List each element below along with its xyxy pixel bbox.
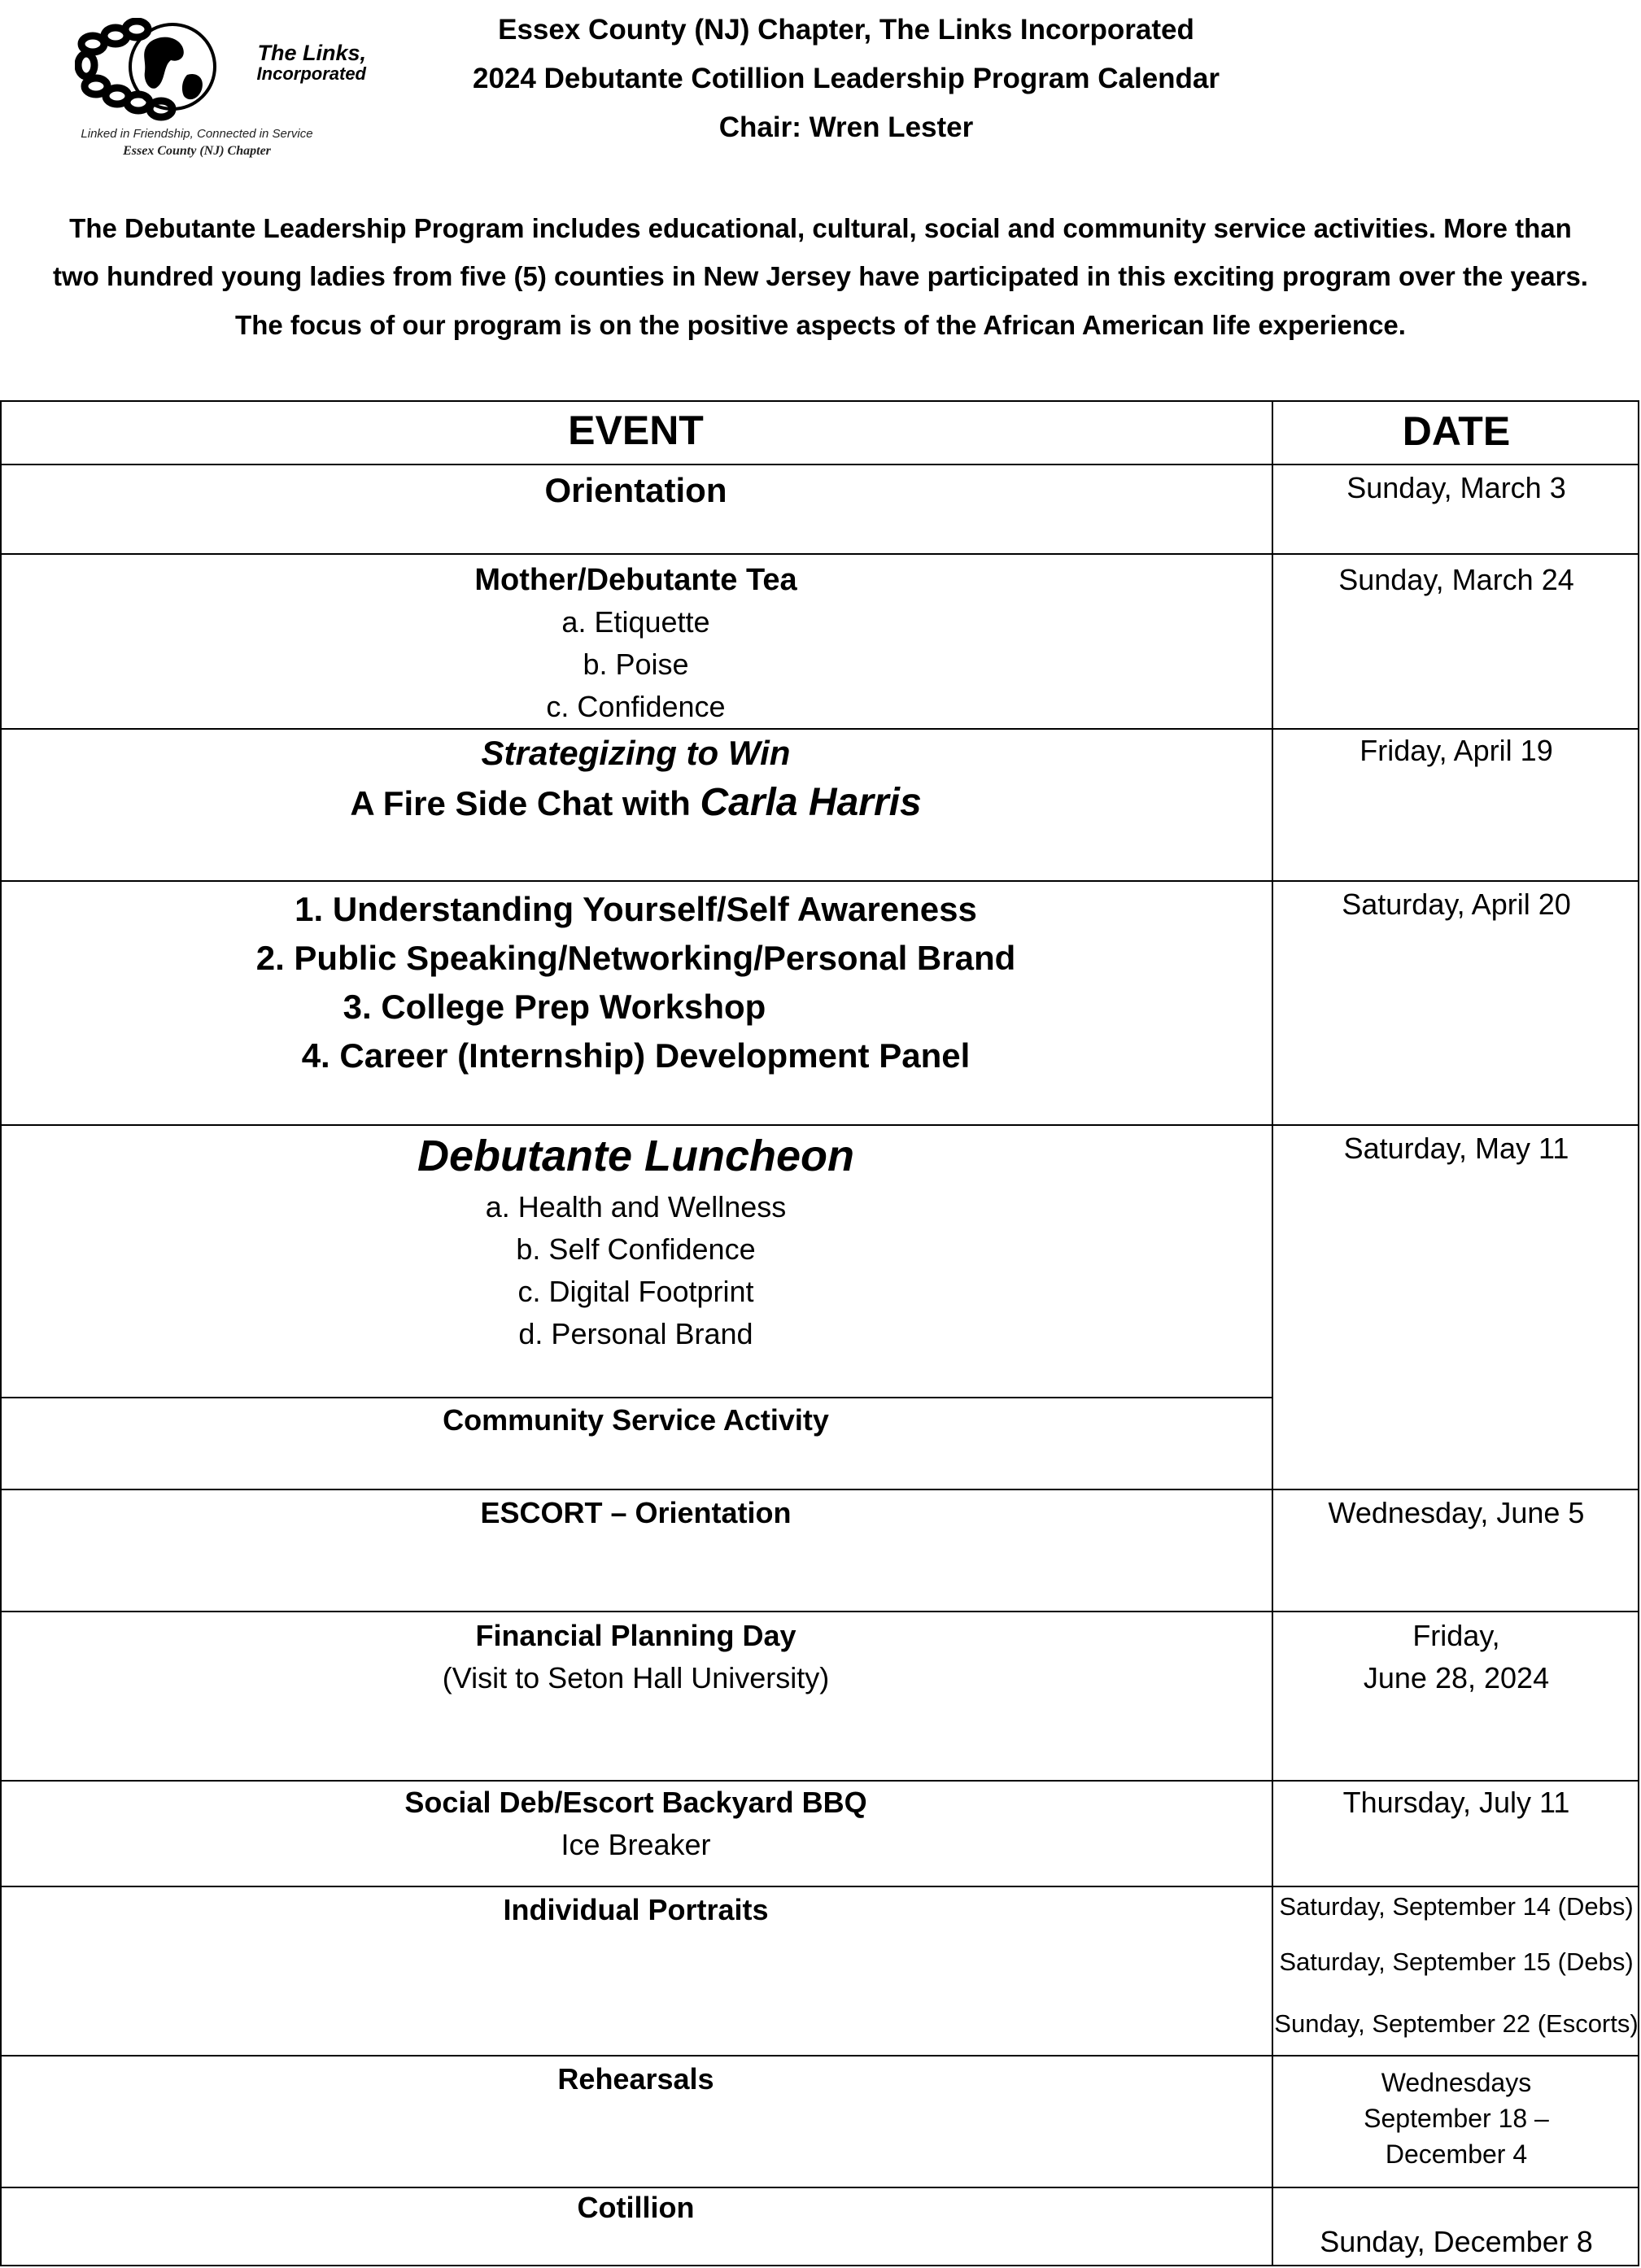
event-subtitle — [0, 779, 1272, 827]
column-header-event: EVENT — [568, 408, 704, 453]
table-row — [0, 1611, 1639, 1612]
event-title: Rehearsals — [557, 2062, 714, 2096]
speaker-name: Carla Harris — [700, 781, 922, 824]
list-item: c. Confidence — [546, 690, 726, 723]
header-organization: Essex County (NJ) Chapter, The Links Incorporated — [498, 14, 1194, 46]
table-row — [0, 880, 1639, 882]
table-row — [0, 2055, 1639, 2056]
table-row — [0, 1489, 1639, 1490]
event-date: Sunday, March 3 — [1346, 471, 1566, 504]
event-subtitle-prefix: A Fire Side Chat with — [350, 784, 700, 822]
table-row — [0, 1124, 1639, 1126]
event-date: Wednesdays — [1381, 2068, 1532, 2097]
list-item: 3. College Prep Workshop — [343, 988, 766, 1026]
list-item: a. Health and Wellness — [485, 1190, 787, 1223]
list-item: b. Self Confidence — [516, 1232, 756, 1266]
logo-chapter: Essex County (NJ) Chapter — [123, 144, 271, 158]
event-date: September 18 – — [1364, 2104, 1549, 2133]
event-title: ESCORT – Orientation — [480, 1496, 792, 1529]
event-date-line-2: June 28, 2024 — [1363, 1661, 1550, 1694]
column-divider — [1272, 400, 1273, 2266]
event-subtitle: Ice Breaker — [561, 1828, 711, 1861]
list-item: a. Etiquette — [561, 605, 710, 639]
event-date: December 4 — [1385, 2139, 1528, 2169]
event-title: Social Deb/Escort Backyard BBQ — [404, 1786, 867, 1819]
list-item: b. Poise — [583, 648, 689, 681]
cell-divider — [0, 1397, 1272, 1398]
table-row — [0, 464, 1639, 465]
logo-tagline: Linked in Friendship, Connected in Service — [81, 127, 313, 141]
column-header-date: DATE — [1402, 408, 1511, 454]
table-row — [0, 1886, 1639, 1887]
intro-line-1: The Debutante Leadership Program includes educational, cultural, social and community service activities. More than — [69, 213, 1572, 243]
list-item: d. Personal Brand — [518, 1317, 753, 1350]
logo-wordmark — [179, 42, 366, 85]
event-title: Financial Planning Day — [475, 1619, 796, 1652]
event-title: Community Service Activity — [443, 1403, 829, 1437]
logo-name-line1: The Links, — [257, 41, 366, 65]
table-row — [0, 553, 1639, 555]
event-date: Sunday, December 8 — [1320, 2225, 1593, 2258]
chapter-logo — [75, 18, 366, 164]
event-date: Friday, April 19 — [1359, 734, 1553, 767]
event-date: Saturday, May 11 — [1343, 1132, 1569, 1165]
event-date-line-1: Friday, — [1412, 1619, 1500, 1652]
event-date: Saturday, September 15 (Debs) — [1279, 1947, 1634, 1976]
list-item: 2. Public Speaking/Networking/Personal Brand — [255, 939, 1016, 977]
list-item: 4. Career (Internship) Development Panel — [301, 1036, 971, 1075]
list-item: c. Digital Footprint — [517, 1275, 754, 1308]
event-title: Individual Portraits — [503, 1893, 769, 1926]
event-date: Sunday, September 22 (Escorts) — [1274, 2009, 1639, 2038]
header-chair: Chair: Wren Lester — [718, 111, 974, 143]
list-item: 1. Understanding Yourself/Self Awareness — [295, 890, 977, 928]
page-title: 2024 Debutante Cotillion Leadership Program Calendar — [473, 63, 1220, 94]
event-title: Cotillion — [577, 2191, 695, 2224]
event-date: Sunday, March 24 — [1338, 563, 1574, 596]
logo-name-line2: Incorporated — [256, 63, 366, 84]
event-title: Mother/Debutante Tea — [474, 563, 797, 597]
event-date: Saturday, April 20 — [1342, 888, 1571, 921]
event-title: Debutante Luncheon — [417, 1132, 854, 1180]
event-date: Thursday, July 11 — [1342, 1786, 1570, 1819]
event-date: Wednesday, June 5 — [1328, 1496, 1585, 1529]
event-title: Orientation — [544, 471, 727, 509]
intro-line-3: The focus of our program is on the positive aspects of the African American life experience. — [235, 310, 1406, 340]
event-date: Saturday, September 14 (Debs) — [1279, 1892, 1634, 1921]
event-title: Strategizing to Win — [481, 734, 791, 772]
intro-line-2: two hundred young ladies from five (5) counties in New Jersey have participated in this exciting program over the years. — [53, 261, 1588, 291]
event-subtitle: (Visit to Seton Hall University) — [442, 1661, 830, 1694]
